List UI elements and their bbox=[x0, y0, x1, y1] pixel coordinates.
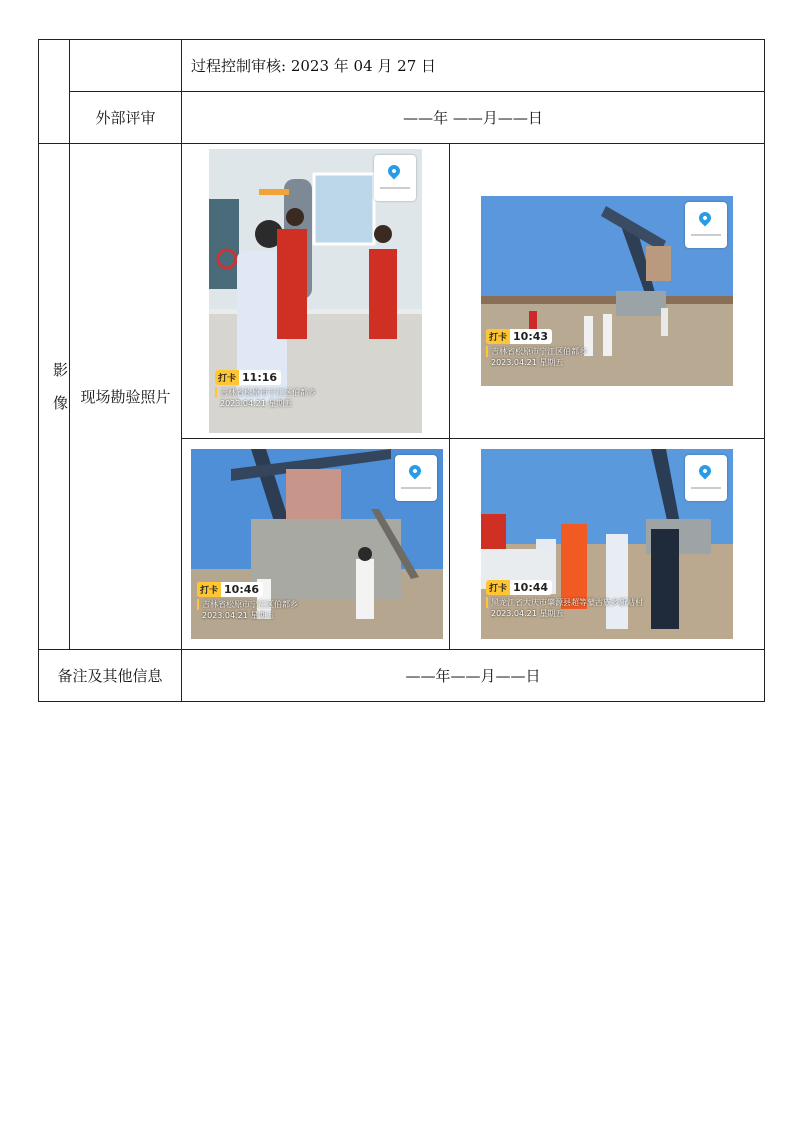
image-section-text: 影像 bbox=[51, 361, 69, 428]
photo-pumpjack-3[interactable] bbox=[481, 449, 733, 639]
photo-pumpjack-1[interactable] bbox=[481, 196, 733, 386]
photo-cell-1 bbox=[182, 144, 450, 439]
photos-label: 现场勘验照片 bbox=[70, 144, 182, 650]
external-review-label: 外部评审 bbox=[70, 92, 182, 144]
location-pin-icon bbox=[685, 455, 727, 501]
photo-stamp: 打卡 11:16 吉林省松原市宁江区伯都乡 2023.04.21 星期五 bbox=[215, 367, 316, 409]
photo-cell-2 bbox=[450, 144, 765, 439]
blank-cell bbox=[39, 40, 70, 144]
photo-stamp: 打卡 10:46 吉林省松原市宁江区伯都乡 2023.04.21 星期五 bbox=[197, 579, 298, 621]
process-review-value: 过程控制审核: 2023 年 04 月 27 日 bbox=[182, 40, 765, 92]
external-review-date: ——年 ——月——日 bbox=[182, 92, 765, 144]
photo-pumpjack-2[interactable] bbox=[191, 449, 443, 639]
review-form-table bbox=[38, 39, 765, 702]
photo-cell-3 bbox=[182, 439, 450, 650]
photo-cell-4 bbox=[450, 439, 765, 650]
photo-stamp: 打卡 10:44 黑龙江省大庆市肇源县超等蒙古族乡新站村 2023.04.21 星期五 bbox=[486, 577, 643, 619]
notes-date: ——年——月——日 bbox=[182, 650, 765, 702]
notes-label: 备注及其他信息 bbox=[39, 650, 182, 702]
image-section-label bbox=[39, 144, 70, 650]
photo-pump-room[interactable] bbox=[209, 149, 422, 433]
location-pin-icon bbox=[395, 455, 437, 501]
blank-cell bbox=[70, 40, 182, 92]
location-pin-icon bbox=[685, 202, 727, 248]
photo-stamp: 打卡 10:43 吉林省松原市宁江区伯都乡 2023.04.21 星期五 bbox=[486, 326, 587, 368]
location-pin-icon bbox=[374, 155, 416, 201]
